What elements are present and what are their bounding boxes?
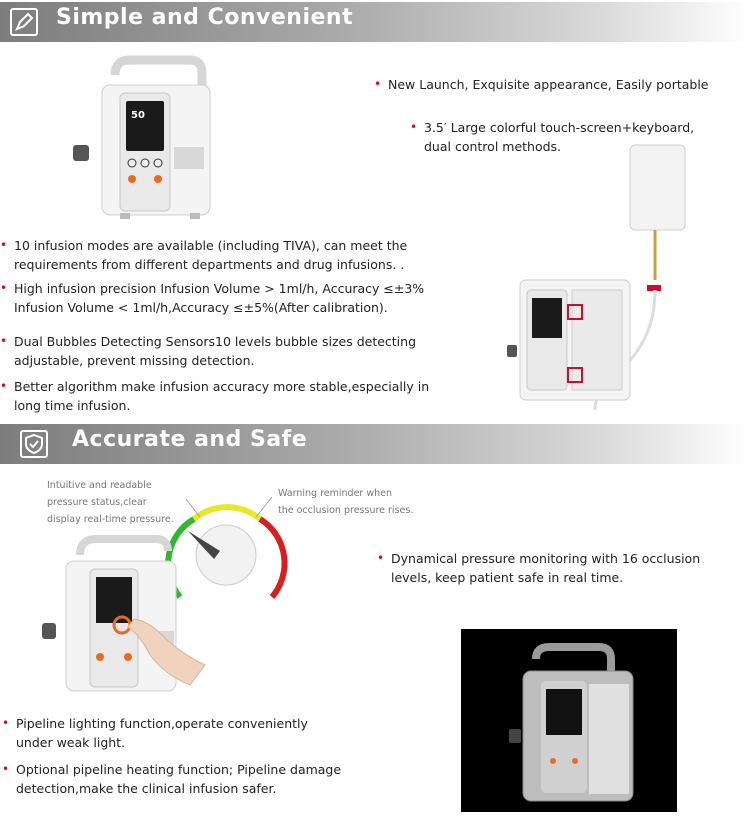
feature-algorithm: • Better algorithm make infusion accuracy more stable,especially in long time infusion. <box>0 379 430 413</box>
infusion-pump-image <box>70 55 220 220</box>
pump-dark-photo <box>461 629 677 812</box>
pump-touch-image <box>40 535 210 700</box>
section-banner-simple <box>0 2 750 42</box>
feature-pipeline-lighting: • Pipeline lighting function,operate conveniently under weak light. <box>2 716 308 750</box>
screen-value: 50 <box>131 110 145 121</box>
feature-pipeline-heating: • Optional pipeline heating function; Pipeline damage detection,make the clinical infusion safer. <box>2 762 342 796</box>
section-title: Simple and Convenient <box>56 5 354 30</box>
section-banner-accurate <box>0 424 750 464</box>
caption-pressure-status: Intuitive and readable pressure status,clear display real-time pressure. <box>47 480 174 525</box>
section-title: Accurate and Safe <box>72 427 308 452</box>
feature-bubble-detection: • Dual Bubbles Detecting Sensors10 levels bubble sizes detecting adjustable, prevent missing detection. <box>0 334 417 368</box>
feature-pressure-monitoring: • Dynamical pressure monitoring with 16 occlusion levels, keep patient safe in real time. <box>377 551 701 585</box>
feature-precision: • High infusion precision Infusion Volume > 1ml/h, Accuracy ≤±3% Infusion Volume < 1ml/h,Accuracy ≤±5%(After calibration). <box>0 281 425 315</box>
caption-warning: Warning reminder when the occlusion pressure rises. <box>278 488 414 516</box>
feature-portable: • New Launch, Exquisite appearance, Easily portable <box>374 77 709 92</box>
feature-infusion-modes: • 10 infusion modes are available (including TIVA), can meet the requirements from different departments and drug infusions. . <box>0 238 408 272</box>
feature-touchscreen: • 3.5′ Large colorful touch-screen+keyboard, dual control methods. <box>410 120 695 154</box>
iv-bag-with-pump-image <box>505 140 715 430</box>
shield-icon <box>20 430 48 458</box>
edit-icon <box>10 8 38 36</box>
